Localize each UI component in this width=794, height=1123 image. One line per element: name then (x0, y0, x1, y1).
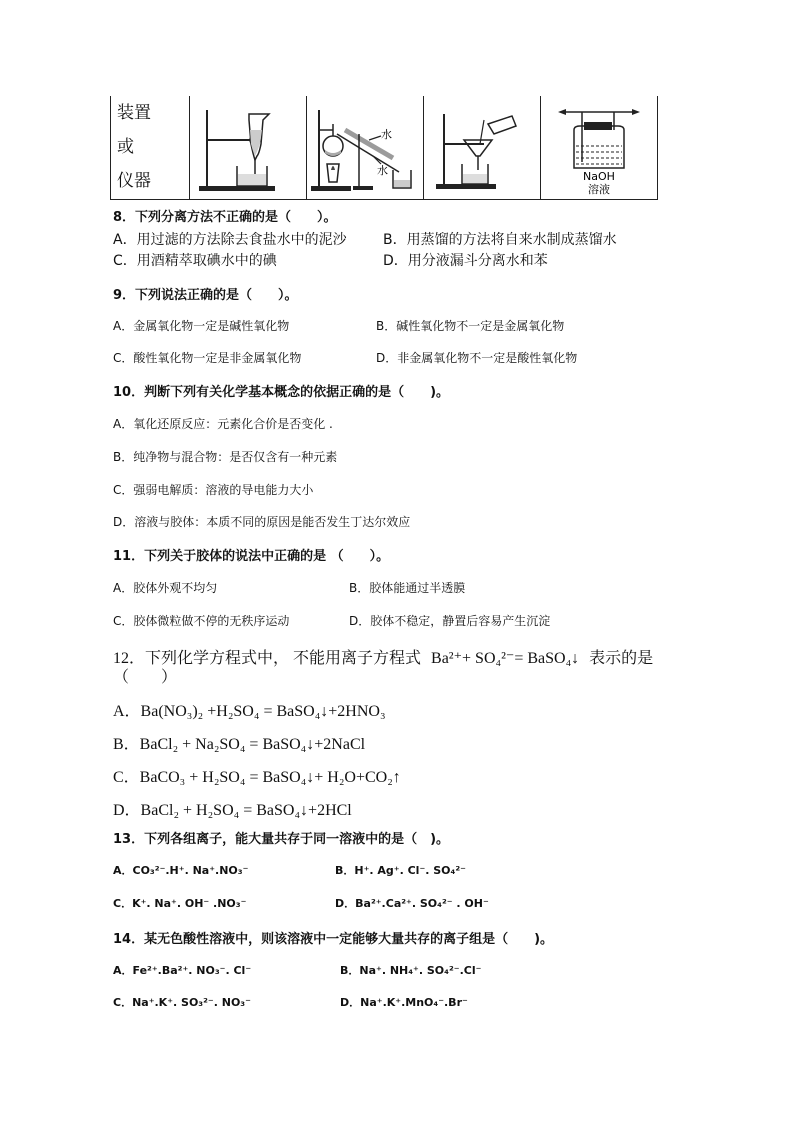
q8-title: 8．下列分离方法不正确的是（ ）。 (113, 210, 337, 225)
q11-option-a: A．胶体外观不均匀 (113, 581, 218, 595)
apparatus-cell-distillation (307, 96, 424, 200)
q10-option-b: B．纯净物与混合物：是否仅含有一种元素 (113, 450, 338, 464)
q10-option-d: D．溶液与胶体：本质不同的原因是能否发生丁达尔效应 (113, 515, 411, 529)
q8-option-a: A．用过滤的方法除去食盐水中的泥沙 (113, 232, 347, 248)
q11-option-d: D．胶体不稳定，静置后容易产生沉淀 (349, 614, 551, 628)
q12-title-paren: （ ） (113, 669, 178, 686)
apparatus-table (110, 96, 658, 200)
q8-option-b: B．用蒸馏的方法将自来水制成蒸馏水 (383, 232, 617, 248)
q11-option-c: C．胶体微粒做不停的无秩序运动 (113, 614, 290, 628)
apparatus-label-line: 仪器 (117, 171, 151, 191)
q11-option-b: B．胶体能通过半透膜 (349, 581, 466, 595)
naoh-label: NaOH (583, 169, 615, 183)
apparatus-label-line: 装置 (117, 103, 151, 123)
q12-title-pre: 12．下列化学方程式中， 不能用离子方程式 (113, 650, 422, 667)
q14-option-c: C．Na⁺.K⁺. SO₃²⁻. NO₃⁻ (113, 996, 251, 1009)
q12-option-a: A．Ba(NO₃)₂ +H₂SO₄ = BaSO₄↓+2HNO₃ (113, 703, 386, 720)
q12-ion-equation: Ba²⁺+ SO₄²⁻= BaSO₄↓ (431, 650, 580, 667)
q12-title (113, 645, 653, 668)
q8-option-d: D．用分液漏斗分离水和苯 (383, 253, 548, 269)
q14-option-b: B．Na⁺. NH₄⁺. SO₄²⁻.Cl⁻ (340, 964, 482, 977)
q12-title-post: 表示的是 (589, 650, 654, 667)
apparatus-cell-gas-washing-bottle (541, 96, 658, 200)
q12-option-c: C．BaCO₃ + H₂SO₄ = BaSO₄↓+ H₂O+CO₂↑ (113, 769, 401, 786)
q12-option-d: D．BaCl₂ + H₂SO₄ = BaSO₄↓+2HCl (113, 802, 352, 819)
q13-option-d: D．Ba²⁺.Ca²⁺. SO₄²⁻ . OH⁻ (335, 897, 489, 910)
q13-title: 13．下列各组离子，能大量共存于同一溶液中的是（ )。 (113, 832, 450, 847)
apparatus-cell-filtration (424, 96, 541, 200)
q9-option-a: A．金属氧化物一定是碱性氧化物 (113, 319, 290, 333)
q11-title: 11．下列关于胶体的说法中正确的是 （ ）。 (113, 549, 390, 564)
q10-option-c: C．强弱电解质：溶液的导电能力大小 (113, 483, 314, 497)
apparatus-water-label-bottom: 水 (377, 163, 388, 177)
q13-option-b: B．H⁺. Ag⁺. Cl⁻. SO₄²⁻ (335, 864, 466, 877)
q13-option-a: A．CO₃²⁻.H⁺. Na⁺.NO₃⁻ (113, 864, 249, 877)
q9-title: 9．下列说法正确的是（ ）。 (113, 288, 298, 303)
filtration-apparatus-icon (432, 100, 532, 196)
q13-option-c: C．K⁺. Na⁺. OH⁻ .NO₃⁻ (113, 897, 247, 910)
q14-title: 14．某无色酸性溶液中，则该溶液中一定能够大量共存的离子组是（ )。 (113, 932, 554, 947)
q10-title: 10．判断下列有关化学基本概念的依据正确的是（ )。 (113, 385, 450, 400)
distillation-apparatus-icon (307, 100, 427, 196)
apparatus-cell-separatory-funnel (190, 96, 307, 200)
apparatus-label-cell (111, 96, 190, 200)
q9-option-d: D．非金属氧化物不一定是酸性氧化物 (376, 351, 578, 365)
q8-option-c: C．用酒精萃取碘水中的碘 (113, 253, 277, 269)
q12-option-b: B．BaCl₂ + Na₂SO₄ = BaSO₄↓+2NaCl (113, 736, 366, 753)
apparatus-water-label-top: 水 (381, 127, 392, 141)
solution-label: 溶液 (588, 182, 610, 196)
q9-option-c: C．酸性氧化物一定是非金属氧化物 (113, 351, 302, 365)
gas-washing-bottle-icon (544, 100, 654, 196)
q10-option-a: A．氧化还原反应：元素化合价是否变化 . (113, 417, 333, 431)
separatory-funnel-icon (193, 100, 303, 196)
q9-option-b: B．碱性氧化物不一定是金属氧化物 (376, 319, 565, 333)
q14-option-d: D．Na⁺.K⁺.MnO₄⁻.Br⁻ (340, 996, 468, 1009)
q14-option-a: A．Fe²⁺.Ba²⁺. NO₃⁻. Cl⁻ (113, 964, 252, 977)
apparatus-label-line: 或 (117, 137, 134, 157)
